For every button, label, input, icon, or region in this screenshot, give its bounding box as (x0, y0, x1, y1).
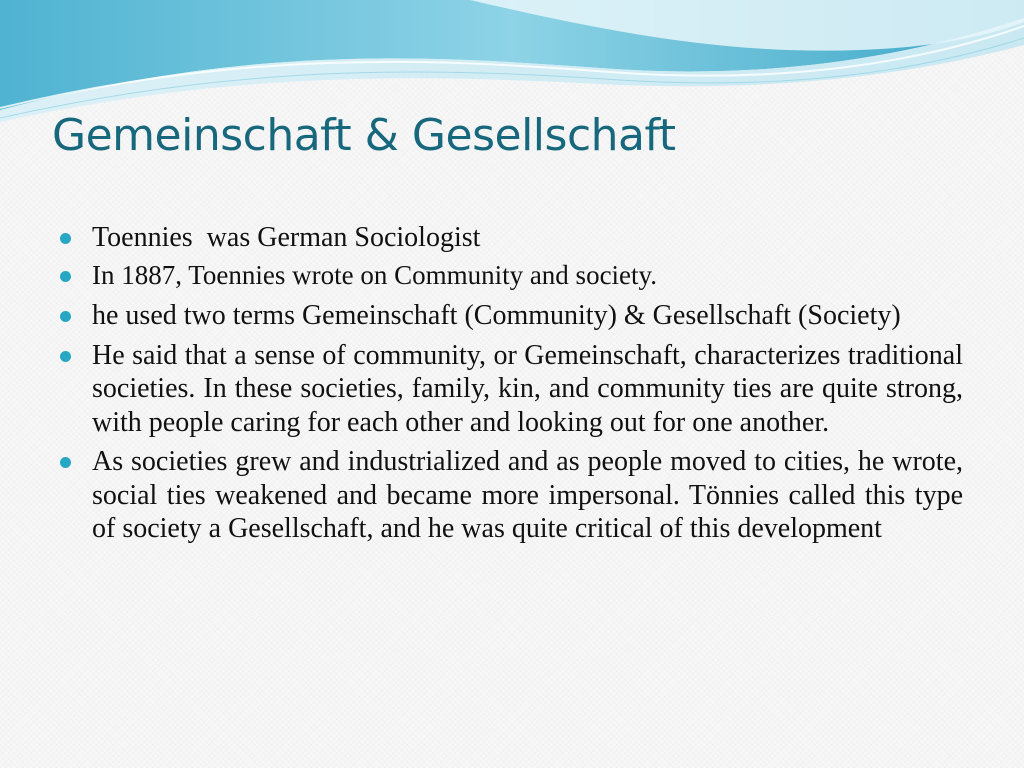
bullet-item (60, 339, 963, 440)
bullet-icon (60, 351, 71, 362)
bullet-text: As societies grew and industrialized and as people moved to cities, he wrote, social ties weakened and became more impersonal. Tönnies called this type of society a Gesellschaft, and he was quite critical of this development (92, 446, 963, 544)
bullet-item (60, 221, 963, 255)
bullet-icon (60, 271, 71, 282)
bullet-item (60, 445, 963, 546)
bullet-icon (60, 233, 71, 244)
bullet-text: He said that a sense of community, or Gemeinschaft, characterizes traditional societies. In these societies, family, kin, and community ties are quite strong, with people caring for each other and looking out for one another. (92, 339, 963, 438)
bullet-list (60, 221, 963, 550)
bullet-icon (60, 311, 71, 322)
bullet-item (60, 299, 963, 333)
bullet-text: Toennies was German Sociologist (92, 222, 481, 253)
bullet-text: he used two terms Gemeinschaft (Community) & Gesellschaft (Society) (92, 300, 901, 331)
slide-title: Gemeinschaft & Gesellschaft (52, 110, 676, 161)
bullet-item (60, 259, 963, 293)
bullet-text: In 1887, Toennies wrote on Community and society. (92, 259, 658, 290)
bullet-icon (60, 457, 71, 468)
